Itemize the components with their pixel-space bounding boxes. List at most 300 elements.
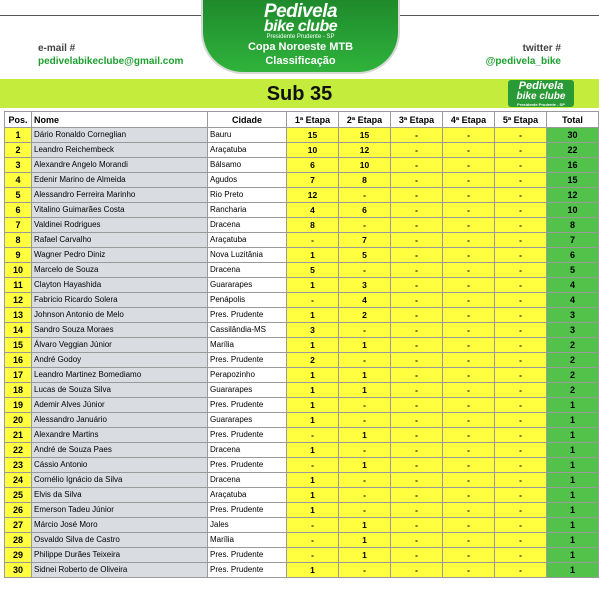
cell-name: Sandro Souza Moraes	[32, 323, 208, 338]
cell-etapa-2: -	[339, 353, 391, 368]
cell-etapa-3: -	[391, 518, 443, 533]
cell-etapa-1: -	[287, 548, 339, 563]
cell-etapa-4: -	[443, 383, 495, 398]
cell-etapa-4: -	[443, 308, 495, 323]
cell-etapa-5: -	[495, 293, 547, 308]
cell-etapa-5: -	[495, 353, 547, 368]
cell-etapa-3: -	[391, 218, 443, 233]
table-row	[5, 248, 599, 263]
cell-etapa-1: 10	[287, 143, 339, 158]
cell-etapa-2: -	[339, 188, 391, 203]
cell-etapa-1: 1	[287, 338, 339, 353]
cell-city: Araçatuba	[208, 143, 287, 158]
table-row	[5, 503, 599, 518]
band-logo	[508, 80, 574, 107]
table-row	[5, 548, 599, 563]
cell-city: Perapozinho	[208, 368, 287, 383]
cell-etapa-4: -	[443, 293, 495, 308]
cell-city: Bálsamo	[208, 158, 287, 173]
cell-etapa-3: -	[391, 533, 443, 548]
cell-position: 6	[5, 203, 32, 218]
cell-name: Emerson Tadeu Júnior	[32, 503, 208, 518]
cell-name: Cássio Antonio	[32, 458, 208, 473]
cell-position: 13	[5, 308, 32, 323]
cell-etapa-4: -	[443, 488, 495, 503]
table-row	[5, 233, 599, 248]
cell-etapa-2: 1	[339, 428, 391, 443]
col-header-etapa-1: 1ª Etapa	[287, 112, 339, 128]
cell-etapa-5: -	[495, 518, 547, 533]
header-divider-right	[396, 15, 599, 16]
cell-etapa-4: -	[443, 338, 495, 353]
cell-city: Marília	[208, 533, 287, 548]
standings-table	[4, 111, 599, 578]
col-header-name: Nome	[32, 112, 208, 128]
cell-position: 3	[5, 158, 32, 173]
cell-city: Pres. Prudente	[208, 563, 287, 578]
cell-total: 1	[547, 413, 599, 428]
table-row	[5, 278, 599, 293]
cell-name: Wagner Pedro Diniz	[32, 248, 208, 263]
cell-city: Dracena	[208, 443, 287, 458]
cell-name: Cornélio Ignácio da Silva	[32, 473, 208, 488]
cell-etapa-1: -	[287, 518, 339, 533]
cell-etapa-1: 1	[287, 398, 339, 413]
twitter-link[interactable]: @pedivela_bike	[485, 56, 561, 67]
cell-name: Philippe Durães Teixeira	[32, 548, 208, 563]
table-row	[5, 158, 599, 173]
cell-etapa-1: 1	[287, 248, 339, 263]
cell-etapa-3: -	[391, 488, 443, 503]
col-header-etapa-4: 4ª Etapa	[443, 112, 495, 128]
cell-etapa-5: -	[495, 458, 547, 473]
cell-etapa-2: -	[339, 443, 391, 458]
event-subtitle: Classificação	[265, 55, 336, 67]
header-divider-left	[0, 15, 205, 16]
cell-name: Osvaldo Silva de Castro	[32, 533, 208, 548]
cell-etapa-5: -	[495, 158, 547, 173]
band-logo-line-3: Presidente Prudente - SP	[517, 102, 565, 107]
cell-etapa-4: -	[443, 458, 495, 473]
cell-city: Nova Luzitânia	[208, 248, 287, 263]
cell-etapa-4: -	[443, 218, 495, 233]
cell-etapa-4: -	[443, 443, 495, 458]
cell-etapa-2: 1	[339, 368, 391, 383]
table-row	[5, 173, 599, 188]
cell-etapa-5: -	[495, 503, 547, 518]
cell-city: Pres. Prudente	[208, 353, 287, 368]
cell-etapa-1: 1	[287, 383, 339, 398]
cell-etapa-2: 1	[339, 383, 391, 398]
cell-city: Agudos	[208, 173, 287, 188]
cell-name: André Godoy	[32, 353, 208, 368]
twitter-block	[486, 43, 561, 67]
table-row	[5, 398, 599, 413]
cell-etapa-1: 1	[287, 563, 339, 578]
cell-position: 7	[5, 218, 32, 233]
cell-position: 16	[5, 353, 32, 368]
cell-etapa-5: -	[495, 443, 547, 458]
cell-etapa-1: 1	[287, 443, 339, 458]
cell-name: Fabricio Ricardo Solera	[32, 293, 208, 308]
table-row	[5, 443, 599, 458]
cell-etapa-5: -	[495, 398, 547, 413]
table-row	[5, 488, 599, 503]
cell-total: 6	[547, 248, 599, 263]
cell-total: 15	[547, 173, 599, 188]
table-header-row	[5, 112, 599, 128]
cell-etapa-5: -	[495, 143, 547, 158]
col-header-etapa-2: 2ª Etapa	[339, 112, 391, 128]
cell-etapa-5: -	[495, 173, 547, 188]
col-header-city: Cidade	[208, 112, 287, 128]
cell-etapa-5: -	[495, 248, 547, 263]
cell-position: 10	[5, 263, 32, 278]
cell-total: 1	[547, 533, 599, 548]
cell-etapa-1: 1	[287, 488, 339, 503]
cell-name: Clayton Hayashida	[32, 278, 208, 293]
cell-city: Pres. Prudente	[208, 458, 287, 473]
cell-etapa-4: -	[443, 248, 495, 263]
cell-city: Pres. Prudente	[208, 548, 287, 563]
cell-etapa-3: -	[391, 398, 443, 413]
cell-etapa-5: -	[495, 233, 547, 248]
cell-city: Araçatuba	[208, 233, 287, 248]
table-row	[5, 368, 599, 383]
cell-name: Alessandro Ferreira Marinho	[32, 188, 208, 203]
cell-etapa-2: 3	[339, 278, 391, 293]
cell-position: 25	[5, 488, 32, 503]
cell-etapa-1: -	[287, 233, 339, 248]
cell-etapa-3: -	[391, 293, 443, 308]
cell-city: Rio Preto	[208, 188, 287, 203]
cell-total: 1	[547, 503, 599, 518]
table-row	[5, 188, 599, 203]
cell-etapa-3: -	[391, 278, 443, 293]
category-band	[0, 79, 599, 108]
cell-etapa-5: -	[495, 203, 547, 218]
cell-total: 2	[547, 338, 599, 353]
cell-position: 27	[5, 518, 32, 533]
band-logo-line-2: bike clube	[516, 91, 566, 102]
cell-city: Guararapes	[208, 383, 287, 398]
cell-position: 4	[5, 173, 32, 188]
cell-city: Rancharia	[208, 203, 287, 218]
cell-etapa-3: -	[391, 368, 443, 383]
cell-etapa-3: -	[391, 323, 443, 338]
cell-name: Elvis da Silva	[32, 488, 208, 503]
cell-position: 24	[5, 473, 32, 488]
cell-etapa-3: -	[391, 383, 443, 398]
cell-etapa-1: -	[287, 458, 339, 473]
cell-name: Alessandro Januário	[32, 413, 208, 428]
cell-etapa-2: 1	[339, 518, 391, 533]
cell-name: Ademir Alves Júnior	[32, 398, 208, 413]
cell-position: 22	[5, 443, 32, 458]
logo-line-2: bike clube	[263, 18, 338, 35]
cell-name: Dário Ronaldo Corneglian	[32, 128, 208, 143]
cell-etapa-3: -	[391, 233, 443, 248]
cell-etapa-2: -	[339, 488, 391, 503]
email-block	[38, 43, 183, 67]
cell-position: 14	[5, 323, 32, 338]
cell-total: 7	[547, 233, 599, 248]
cell-total: 16	[547, 158, 599, 173]
table-row	[5, 143, 599, 158]
cell-etapa-1: 1	[287, 308, 339, 323]
cell-etapa-2: 15	[339, 128, 391, 143]
cell-total: 1	[547, 443, 599, 458]
table-body	[5, 128, 599, 578]
event-badge	[203, 0, 398, 72]
cell-etapa-2: 12	[339, 143, 391, 158]
cell-city: Guararapes	[208, 413, 287, 428]
cell-etapa-4: -	[443, 548, 495, 563]
cell-etapa-5: -	[495, 473, 547, 488]
cell-etapa-4: -	[443, 233, 495, 248]
cell-city: Dracena	[208, 263, 287, 278]
cell-etapa-2: 7	[339, 233, 391, 248]
cell-total: 2	[547, 368, 599, 383]
cell-etapa-2: -	[339, 323, 391, 338]
cell-etapa-1: 3	[287, 323, 339, 338]
cell-total: 2	[547, 353, 599, 368]
cell-etapa-4: -	[443, 398, 495, 413]
cell-etapa-2: 8	[339, 173, 391, 188]
cell-etapa-3: -	[391, 128, 443, 143]
cell-position: 21	[5, 428, 32, 443]
cell-name: Leandro Reichembeck	[32, 143, 208, 158]
cell-etapa-3: -	[391, 158, 443, 173]
table-row	[5, 308, 599, 323]
cell-etapa-3: -	[391, 353, 443, 368]
cell-name: Márcio José Moro	[32, 518, 208, 533]
cell-position: 29	[5, 548, 32, 563]
table-row	[5, 518, 599, 533]
cell-position: 26	[5, 503, 32, 518]
cell-position: 11	[5, 278, 32, 293]
cell-name: Alexandre Martins	[32, 428, 208, 443]
cell-etapa-4: -	[443, 428, 495, 443]
table-row	[5, 263, 599, 278]
col-header-etapa-5: 5ª Etapa	[495, 112, 547, 128]
cell-position: 5	[5, 188, 32, 203]
cell-etapa-4: -	[443, 353, 495, 368]
cell-etapa-2: -	[339, 263, 391, 278]
cell-position: 19	[5, 398, 32, 413]
cell-etapa-2: -	[339, 503, 391, 518]
cell-name: Valdinei Rodrigues	[32, 218, 208, 233]
cell-name: Lucas de Souza Silva	[32, 383, 208, 398]
cell-etapa-4: -	[443, 473, 495, 488]
table-row	[5, 218, 599, 233]
cell-etapa-3: -	[391, 188, 443, 203]
cell-etapa-2: 10	[339, 158, 391, 173]
cell-city: Penápolis	[208, 293, 287, 308]
cell-name: Leandro Martinez Bomediamo	[32, 368, 208, 383]
cell-etapa-3: -	[391, 503, 443, 518]
cell-name: Alexandre Angelo Morandi	[32, 158, 208, 173]
cell-etapa-4: -	[443, 518, 495, 533]
cell-etapa-4: -	[443, 143, 495, 158]
cell-total: 3	[547, 308, 599, 323]
cell-etapa-3: -	[391, 263, 443, 278]
cell-etapa-4: -	[443, 173, 495, 188]
cell-etapa-2: 4	[339, 293, 391, 308]
cell-etapa-5: -	[495, 338, 547, 353]
cell-etapa-1: 1	[287, 368, 339, 383]
cell-etapa-1: 1	[287, 278, 339, 293]
cell-etapa-5: -	[495, 533, 547, 548]
cell-etapa-3: -	[391, 248, 443, 263]
cell-etapa-3: -	[391, 338, 443, 353]
cell-city: Araçatuba	[208, 488, 287, 503]
cell-total: 4	[547, 278, 599, 293]
cell-position: 9	[5, 248, 32, 263]
cell-etapa-2: -	[339, 398, 391, 413]
col-header-etapa-3: 3ª Etapa	[391, 112, 443, 128]
cell-position: 8	[5, 233, 32, 248]
table-row	[5, 203, 599, 218]
cell-etapa-1: 1	[287, 473, 339, 488]
cell-etapa-5: -	[495, 128, 547, 143]
cell-etapa-5: -	[495, 368, 547, 383]
col-header-total: Total	[547, 112, 599, 128]
cell-name: André de Souza Paes	[32, 443, 208, 458]
table-row	[5, 293, 599, 308]
cell-total: 10	[547, 203, 599, 218]
table-row	[5, 533, 599, 548]
page-header	[0, 0, 599, 77]
cell-etapa-5: -	[495, 563, 547, 578]
cell-city: Dracena	[208, 218, 287, 233]
cell-position: 1	[5, 128, 32, 143]
cell-etapa-2: -	[339, 413, 391, 428]
cell-city: Pres. Prudente	[208, 503, 287, 518]
cell-etapa-4: -	[443, 263, 495, 278]
cell-name: Marcelo de Souza	[32, 263, 208, 278]
cell-etapa-4: -	[443, 533, 495, 548]
cell-position: 17	[5, 368, 32, 383]
cell-total: 2	[547, 383, 599, 398]
cell-position: 20	[5, 413, 32, 428]
cell-etapa-4: -	[443, 188, 495, 203]
cell-etapa-2: 1	[339, 458, 391, 473]
cell-etapa-3: -	[391, 143, 443, 158]
cell-etapa-1: 8	[287, 218, 339, 233]
cell-total: 1	[547, 563, 599, 578]
cell-etapa-5: -	[495, 488, 547, 503]
cell-total: 22	[547, 143, 599, 158]
cell-city: Cassilândia-MS	[208, 323, 287, 338]
cell-name: Álvaro Veggian Júnior	[32, 338, 208, 353]
cell-etapa-2: 2	[339, 308, 391, 323]
cell-city: Jales	[208, 518, 287, 533]
cell-total: 1	[547, 473, 599, 488]
cell-etapa-5: -	[495, 263, 547, 278]
cell-total: 30	[547, 128, 599, 143]
cell-name: Rafael Carvalho	[32, 233, 208, 248]
cell-etapa-3: -	[391, 443, 443, 458]
cell-etapa-4: -	[443, 503, 495, 518]
email-link[interactable]: pedivelabikeclube@gmail.com	[38, 56, 184, 67]
cell-etapa-3: -	[391, 548, 443, 563]
cell-etapa-1: -	[287, 428, 339, 443]
cell-etapa-2: 1	[339, 548, 391, 563]
cell-etapa-2: 5	[339, 248, 391, 263]
cell-etapa-2: -	[339, 218, 391, 233]
cell-etapa-3: -	[391, 413, 443, 428]
cell-etapa-5: -	[495, 308, 547, 323]
cell-etapa-3: -	[391, 173, 443, 188]
cell-total: 8	[547, 218, 599, 233]
cell-position: 30	[5, 563, 32, 578]
cell-etapa-3: -	[391, 308, 443, 323]
logo-line-3: Presidente Prudente - SP	[266, 34, 335, 40]
cell-total: 5	[547, 263, 599, 278]
cell-city: Guararapes	[208, 278, 287, 293]
cell-etapa-3: -	[391, 473, 443, 488]
cell-total: 1	[547, 398, 599, 413]
table-row	[5, 323, 599, 338]
cell-etapa-2: -	[339, 473, 391, 488]
cell-total: 3	[547, 323, 599, 338]
cell-total: 1	[547, 548, 599, 563]
cell-name: Edenir Marino de Almeida	[32, 173, 208, 188]
cell-etapa-4: -	[443, 278, 495, 293]
cell-etapa-1: 1	[287, 413, 339, 428]
cell-total: 4	[547, 293, 599, 308]
cell-etapa-2: -	[339, 563, 391, 578]
cell-etapa-3: -	[391, 458, 443, 473]
cell-city: Pres. Prudente	[208, 308, 287, 323]
logo-line-1: Pedivela	[263, 1, 338, 22]
cell-etapa-1: 15	[287, 128, 339, 143]
cell-etapa-2: 1	[339, 338, 391, 353]
table-row	[5, 128, 599, 143]
cell-name: Sidnei Roberto de Oliveira	[32, 563, 208, 578]
cell-total: 1	[547, 518, 599, 533]
cell-etapa-1: 7	[287, 173, 339, 188]
cell-etapa-5: -	[495, 278, 547, 293]
cell-etapa-3: -	[391, 203, 443, 218]
cell-city: Marília	[208, 338, 287, 353]
cell-etapa-5: -	[495, 218, 547, 233]
cell-position: 15	[5, 338, 32, 353]
cell-etapa-2: 6	[339, 203, 391, 218]
event-title: Copa Noroeste MTB	[247, 41, 354, 53]
cell-etapa-4: -	[443, 368, 495, 383]
cell-etapa-4: -	[443, 323, 495, 338]
cell-total: 1	[547, 458, 599, 473]
table-row	[5, 458, 599, 473]
band-logo-line-1: Pedivela	[518, 80, 564, 92]
cell-etapa-4: -	[443, 413, 495, 428]
cell-etapa-5: -	[495, 413, 547, 428]
cell-etapa-4: -	[443, 158, 495, 173]
cell-etapa-5: -	[495, 383, 547, 398]
table-row	[5, 563, 599, 578]
cell-position: 23	[5, 458, 32, 473]
table-row	[5, 383, 599, 398]
cell-position: 12	[5, 293, 32, 308]
cell-etapa-4: -	[443, 563, 495, 578]
cell-position: 2	[5, 143, 32, 158]
category-title: Sub 35	[266, 83, 333, 105]
cell-position: 18	[5, 383, 32, 398]
cell-total: 1	[547, 488, 599, 503]
cell-total: 1	[547, 428, 599, 443]
